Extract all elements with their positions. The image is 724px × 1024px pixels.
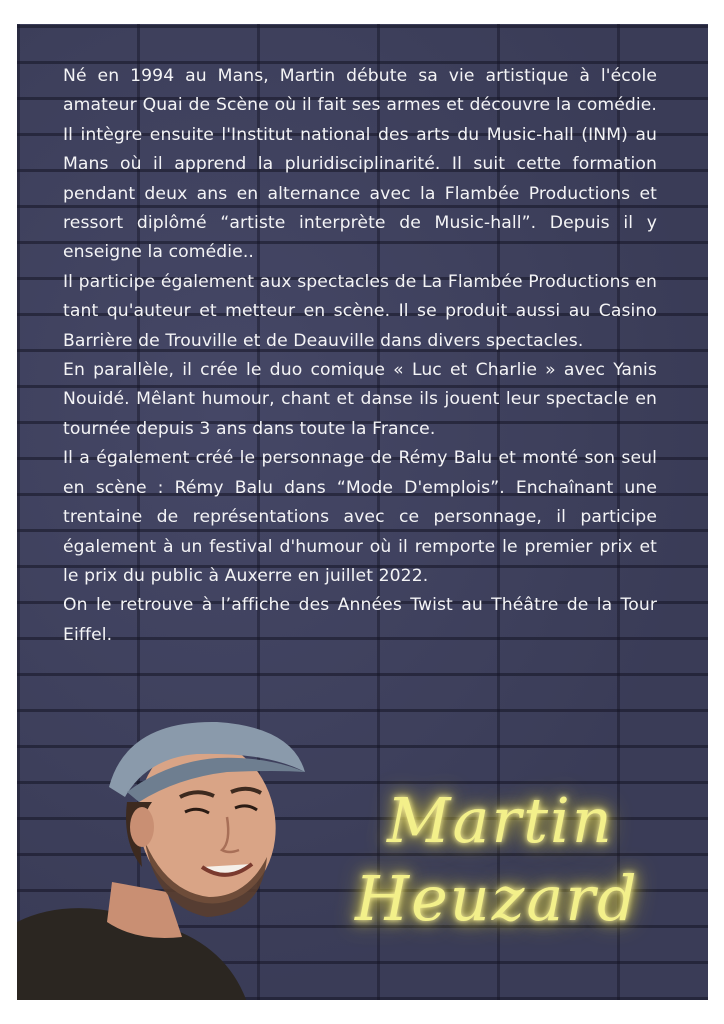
bio-paragraph-5: On le retrouve à l’affiche des Années Twist au Théâtre de la Tour Eiffel. [63,595,657,645]
bio-paragraph-2: Il participe également aux spectacles de La Flambée Productions en tant qu'auteur et metteur en scène. Il se produit aussi au Casino Barrière de Trouville et de Deauville dans divers spectacles. [63,271,657,351]
neon-name-sign [347,784,677,964]
biography-text [63,62,657,650]
portrait-photo [17,692,317,1000]
poster [17,24,708,1000]
neon-first-name: Martin [387,784,614,857]
bio-paragraph-1: Né en 1994 au Mans, Martin débute sa vie artistique à l'école amateur Quai de Scène où il fait ses armes et découvre la comédie. Il intègre ensuite l'Institut national des arts du Music-hall (INM) au Mans où il apprend la pluridisciplinarité. Il suit cette formation pendant deux ans en alternance avec la Flambée Productions et ressort diplômé “artiste interprète de Music-hall”. Depuis il y enseigne la comédie.. [63,66,657,263]
bio-paragraph-3: En parallèle, il crée le duo comique « Luc et Charlie » avec Yanis Nouidé. Mêlant humour, chant et danse ils jouent leur spectacle en tournée depuis 3 ans dans toute la France. [63,360,657,439]
neon-last-name: Heuzard [355,862,639,935]
bio-paragraph-4: Il a également créé le personnage de Rémy Balu et monté son seul en scène : Rémy Balu dans “Mode D'emplois”. Enchaînant une trentaine de représentations avec ce personnage, il participe également à un festival d'humour où il remporte le premier prix et le prix du public à Auxerre en juillet 2022. [63,448,657,586]
